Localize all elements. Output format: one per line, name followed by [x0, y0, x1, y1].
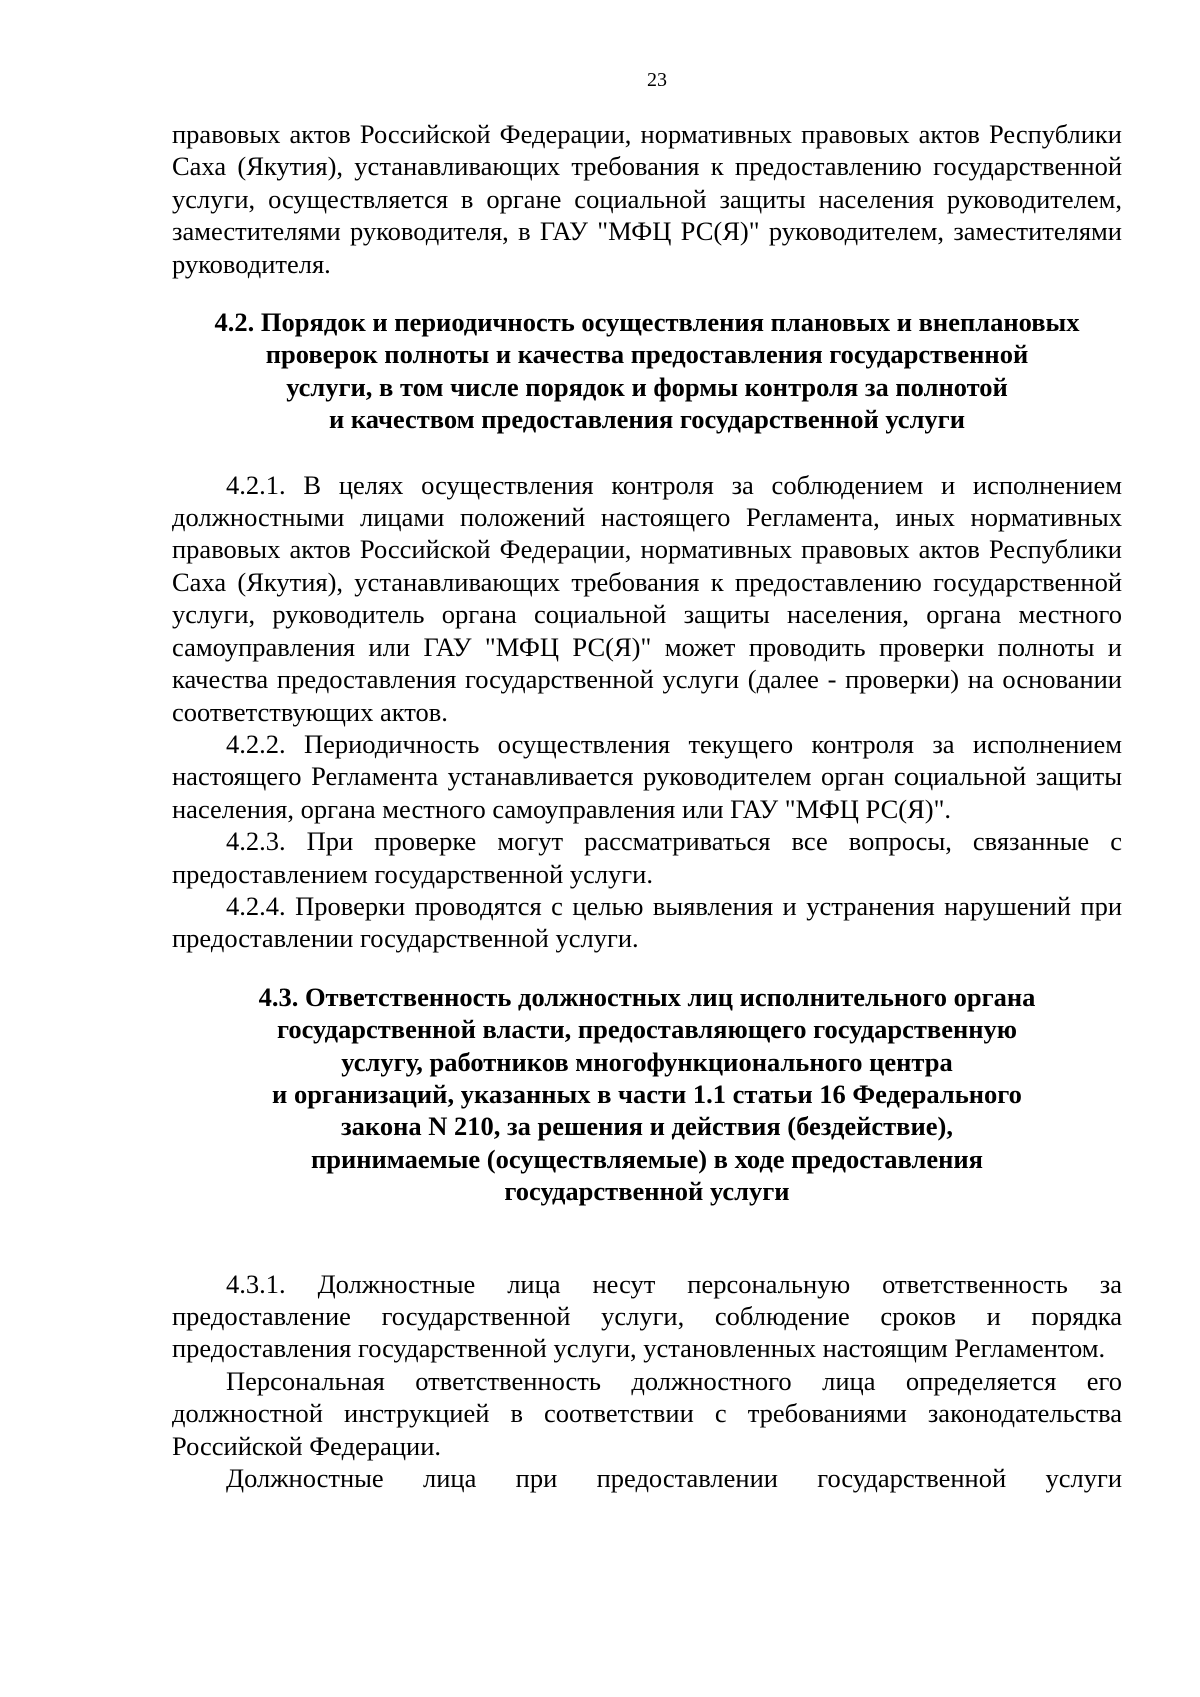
page-number: 23	[647, 69, 667, 91]
document-page	[172, 68, 1122, 1494]
paragraph-personal-responsibility: Персональная ответственность должностного лица определяется его должностной инструкцией в соответствии с требованиями законодательства Российской Федерации.	[172, 1365, 1122, 1461]
heading-line: и качеством предоставления государственной услуги	[329, 404, 965, 435]
heading-line: государственной услуги	[504, 1176, 790, 1207]
heading-line: проверок полноты и качества предоставления государственной	[265, 339, 1029, 370]
heading-line: 4.3. Ответственность должностных лиц исполнительного органа	[258, 981, 1036, 1012]
intro-paragraph: правовых актов Российской Федерации, нормативных правовых актов Республики Саха (Якутия), устанавливающих требования к предоставлению государственной услуги, осуществляется в органе социальной защиты населения руководителем, заместителями руководителя, в ГАУ "МФЦ РС(Я)" руководителем, заместителями руководителя.	[172, 119, 1122, 279]
heading-line: принимаемые (осуществляемые) в ходе предоставления	[310, 1143, 984, 1174]
heading-line: закона N 210, за решения и действия (бездействие),	[341, 1111, 953, 1142]
paragraph-4-3-1: 4.3.1. Должностные лица несут персональную ответственность за предоставление государственной услуги, соблюдение сроков и порядка предоставления государственной услуги, установленных настоящим Регламентом.	[172, 1268, 1122, 1364]
paragraph-officials-continuation: Должностные лица при предоставлении государственной услуги	[226, 1463, 1122, 1494]
paragraph-4-2-4: 4.2.4. Проверки проводятся с целью выявления и устранения нарушений при предоставлении государственной услуги.	[172, 890, 1122, 954]
heading-line: 4.2. Порядок и периодичность осуществления плановых и внеплановых	[214, 307, 1080, 338]
heading-line: и организаций, указанных в части 1.1 статьи 16 Федерального	[272, 1078, 1022, 1109]
heading-line: услугу, работников многофункционального центра	[341, 1046, 953, 1077]
paragraph-4-2-3: 4.2.3. При проверке могут рассматриваться все вопросы, связанные с предоставлением государственной услуги.	[172, 826, 1122, 889]
heading-line: государственной власти, предоставляющего государственную	[276, 1014, 1018, 1045]
heading-line: услуги, в том числе порядок и формы контроля за полнотой	[286, 371, 1008, 402]
section-4-2-heading	[172, 306, 1122, 436]
paragraph-4-2-2: 4.2.2. Периодичность осуществления текущего контроля за исполнением настоящего Регламента устанавливается руководителем орган социальной защиты населения, органа местного самоуправления или ГАУ "МФЦ РС(Я)".	[172, 728, 1122, 824]
paragraph-4-2-1: 4.2.1. В целях осуществления контроля за соблюдением и исполнением должностными лицами положений настоящего Регламента, иных нормативных правовых актов Российской Федерации, нормативных правовых актов Республики Саха (Якутия), устанавливающих требования к предоставлению государственной услуги, руководитель органа социальной защиты населения, органа местного самоуправления или ГАУ "МФЦ РС(Я)" может проводить проверки полноты и качества предоставления государственной услуги (далее - проверки) на основании соответствующих актов.	[172, 469, 1122, 727]
section-4-3-heading	[172, 981, 1122, 1208]
